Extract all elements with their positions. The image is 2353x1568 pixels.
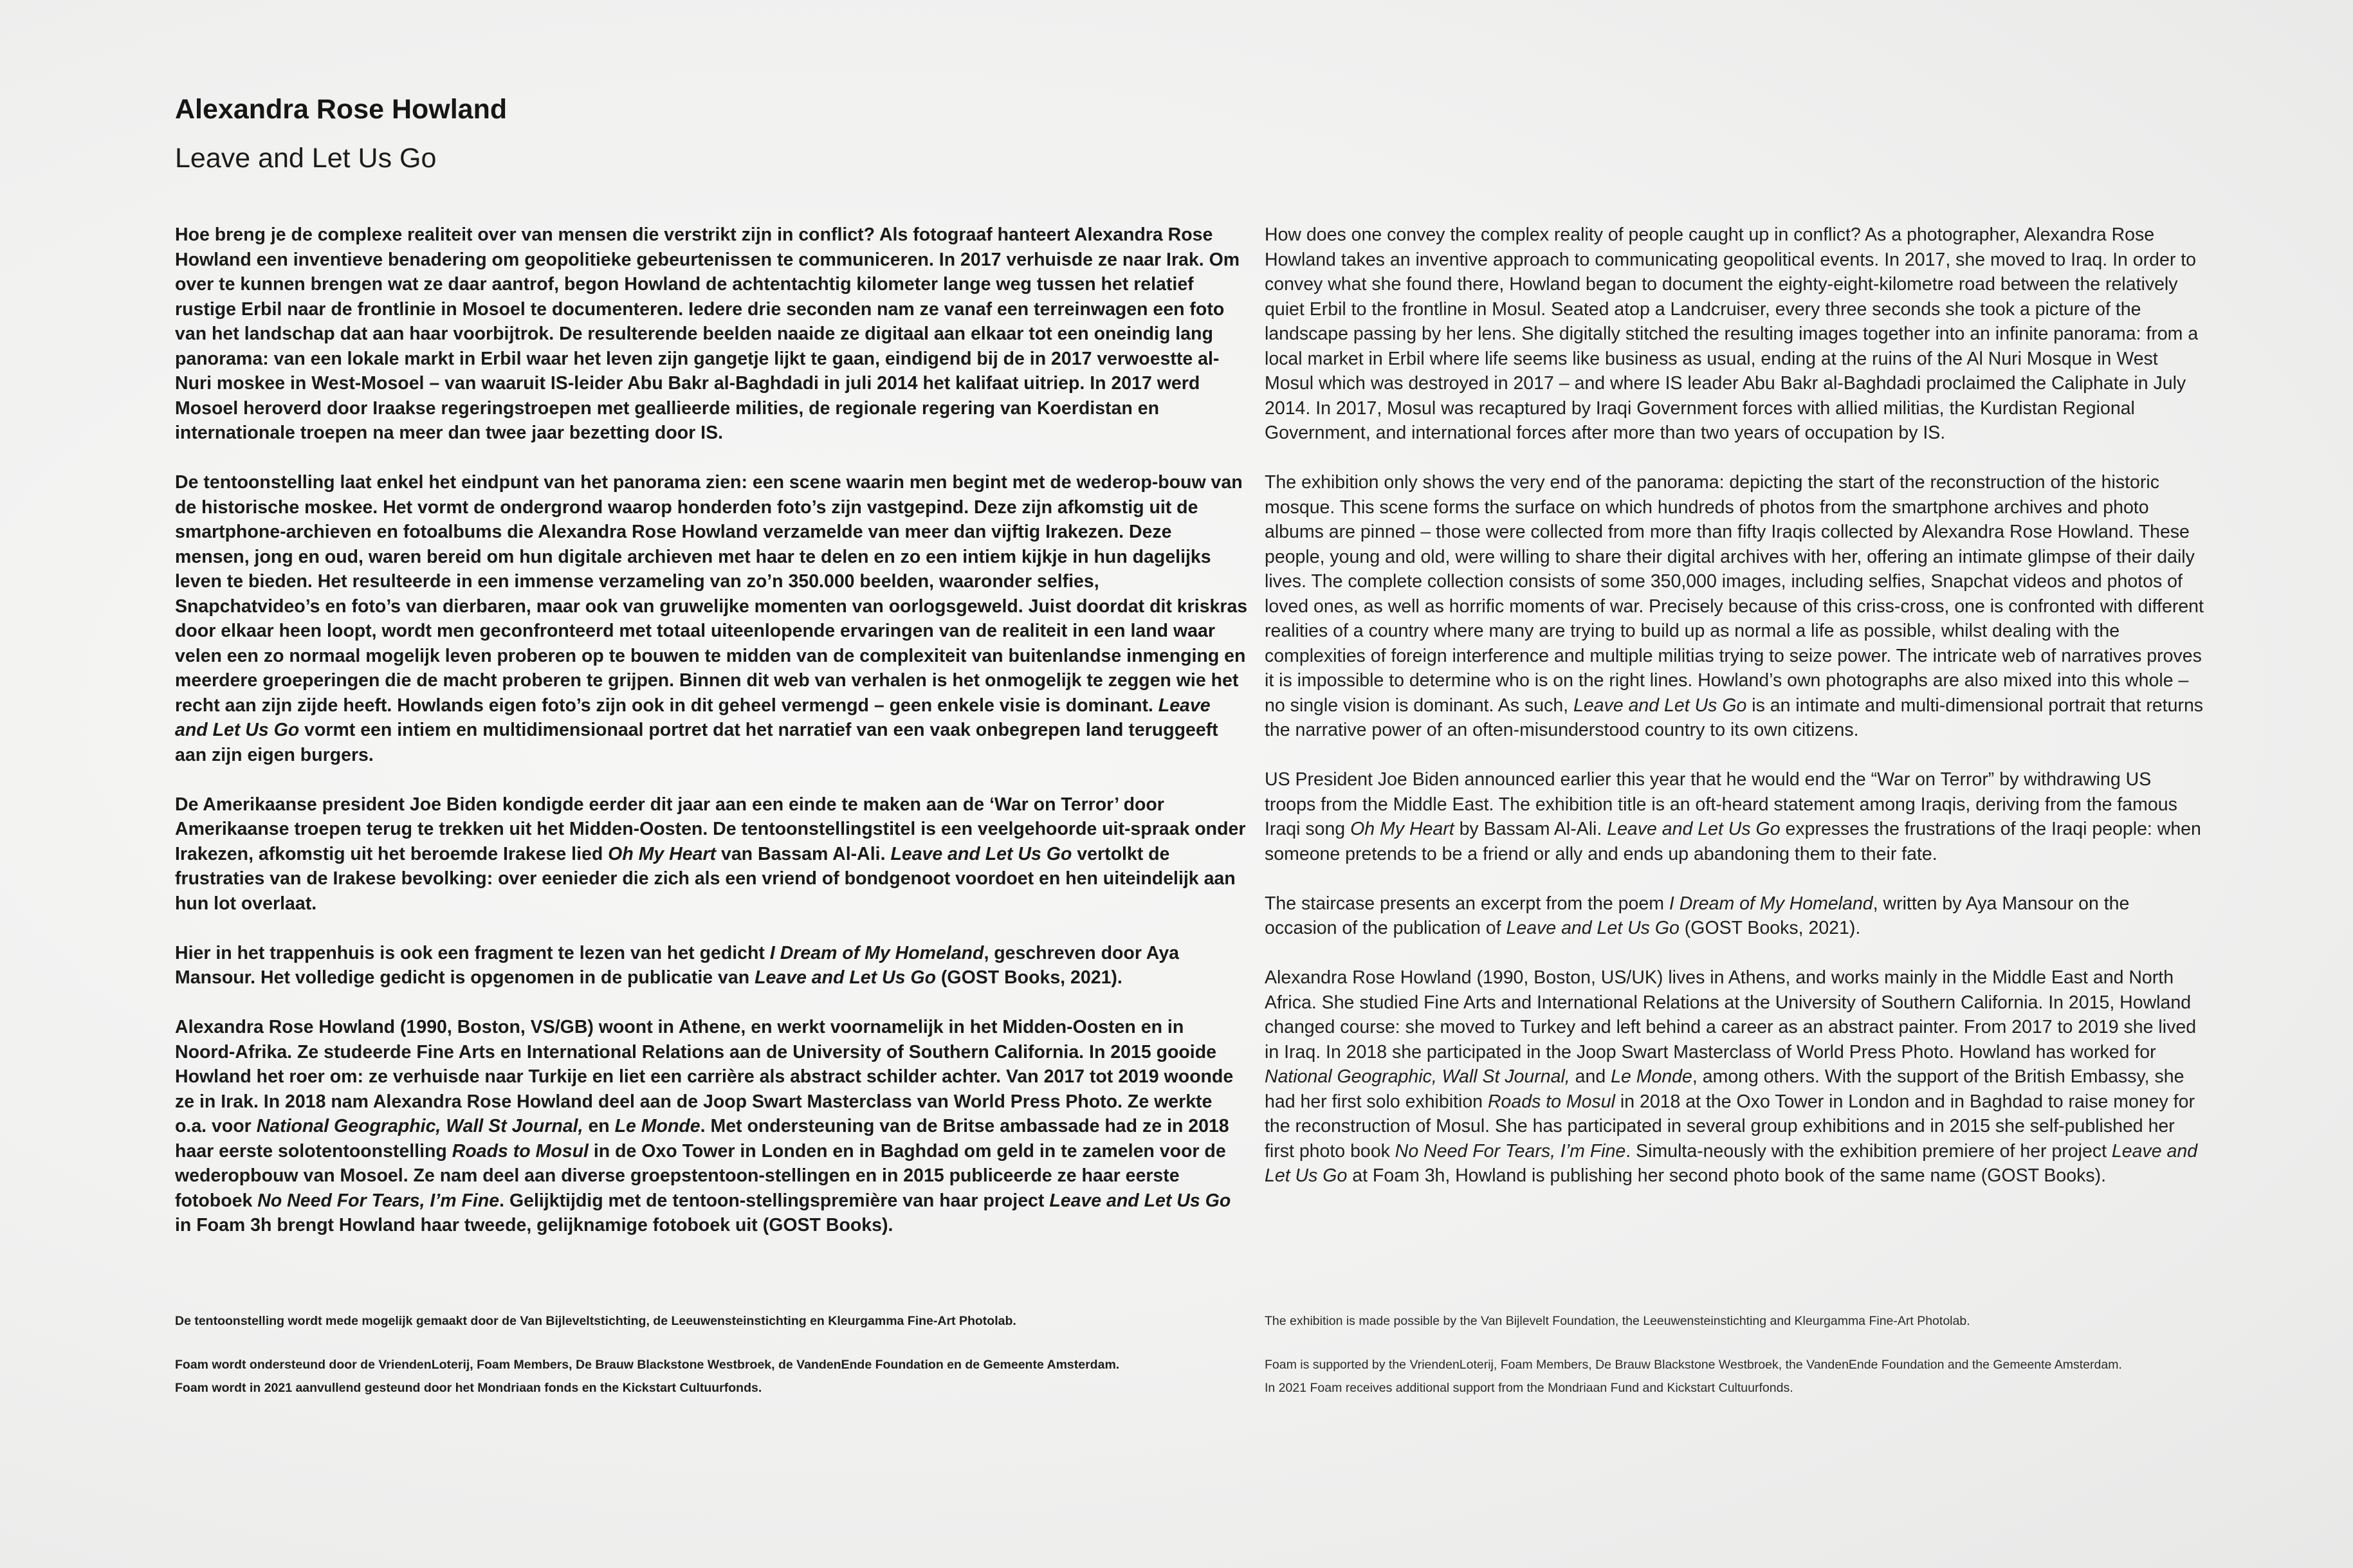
english-text: The exhibition only shows the very end of the panorama: depicting the start of the reconstruction of the historic mosque. This scene forms the surface on which hundreds of photos from the smartphone archives and photo albums are pinned – those were collected from more than fifty Iraqis collected by Alexandra Rose Howland. These people, young and old, were willing to share their digital archives with her, offering an intimate glimpse of their daily lives. The complete collection consists of some 350,000 images, including selfies, Snapchat videos and photos of loved ones, as well as horrific moments of war. Precisely because of this criss-cross, one is confronted with different realities of a country where many are trying to build up as normal a life as possible, whilst dealing with the complexities of foreign interference and multiple militias trying to seize power. The intricate web of narratives proves it is impossible to determine who is on the right lines. Howland’s own photographs are also mixed into this whole – no single vision is dominant. As such, (1265, 472, 2204, 716)
english-text: and (1575, 1066, 1606, 1087)
dutch-text: , geschreven door Aya Mansour. Het volledige gedicht is opgenomen in de publicatie van (175, 942, 1180, 988)
dutch-text: Alexandra Rose Howland (1990, Boston, VS/GB) woont in Athene, en werkt voornamelijk in het Midden-Oosten en in Noord-Afrika. Ze studeerde Fine Arts en International Relations aan de University of Southern California. In 2015 gooide Howland het roer om: ze verhuisde naar Turkije en liet een carrière als abstract schilder achter. Van 2017 tot 2019 woonde ze in Irak. In 2018 nam Alexandra Rose Howland deel aan de Joop Swart Masterclass van World Press Photo. Ze werkte o.a. voor (175, 1017, 1234, 1136)
english-title-ref: Leave and Let Us Go (1607, 819, 1781, 839)
dutch-text: De Amerikaanse president Joe Biden kondigde eerder dit jaar aan een einde te maken aan de ‘War on Terror’ door Amerikaanse troepen terug te trekken uit het Midden-Oosten. De tentoonstellingstitel is een veelgehoorde uit-spraak onder Irakezen, afkomstig uit het beroemde Irakese lied (175, 794, 1246, 864)
english-title-ref: Roads to Mosul (1487, 1091, 1615, 1112)
dutch-text-column (175, 223, 1248, 1238)
dutch-paragraph-biden (175, 792, 1248, 916)
header (175, 90, 507, 178)
english-text: , written by Aya Mansour on the occasion of the publication of (1265, 893, 2130, 938)
dutch-title-ref: Leave and Let Us Go (890, 843, 1072, 864)
dutch-title-ref: Le Monde (614, 1116, 700, 1136)
dutch-text: vormt een intiem en multidimensionaal portret dat het narratief van een vaak onbegrepen land teruggeeft aan zijn eigen burgers. (175, 720, 1218, 765)
english-paragraph-exhibition (1265, 470, 2204, 743)
english-text: is an intimate and multi-dimensional portrait that returns the narrative power of an often-misunderstood country to its own citizens. (1265, 695, 2204, 740)
dutch-text: . Gelijktijdig met de tentoon-stellingspremière van haar project (499, 1190, 1045, 1211)
english-paragraph-poem (1265, 891, 2204, 941)
dutch-text: in Foam 3h brengt Howland haar tweede, gelijknamige fotoboek uit (GOST Books). (175, 1215, 893, 1235)
english-text: Alexandra Rose Howland (1990, Boston, US/UK) lives in Athens, and works mainly in the Middle East and North Africa. She studied Fine Arts and International Relations at the University of Southern California. In 2015, Howland changed course: she moved to Turkey and left behind a career as an abstract painter. From 2017 to 2019 she lived in Iraq. In 2018 she participated in the Joop Swart Masterclass of World Press Photo. Howland has worked for (1265, 967, 2197, 1062)
artist-name: Alexandra Rose Howland (175, 94, 508, 125)
english-text: at Foam 3h, Howland is publishing her second photo book of the same name (GOST Books). (1352, 1165, 2107, 1186)
english-text: expresses the frustrations of the Iraqi people: when someone pretends to be a friend or ally and ends up abandoning them to their fate. (1265, 819, 2201, 864)
dutch-title-ref: Leave and Let Us Go (1049, 1190, 1231, 1211)
dutch-title-ref: Leave and Let Us Go (755, 967, 936, 988)
english-text: in 2018 at the Oxo Tower in London and in Baghdad to raise money for the reconstruction of Mosul. She has participated in several group exhibitions and in 2015 she self-published her first photo book (1265, 1091, 2195, 1162)
dutch-credit-line: De tentoonstelling wordt mede mogelijk gemaakt door de Van Bijleveltstichting, de Leeuwensteinstichting en Kleurgamma Fine-Art Photolab. (175, 1314, 1016, 1328)
dutch-title-ref: Roads to Mosul (452, 1140, 589, 1162)
english-credit-line: The exhibition is made possible by the Van Bijlevelt Foundation, the Leeuwensteinstichting and Kleurgamma Fine-Art Photolab. (1265, 1314, 1970, 1328)
dutch-title-ref: No Need For Tears, I’m Fine (257, 1190, 500, 1211)
dutch-text: . Met ondersteuning van de Britse ambassade had ze in 2018 haar eerste solotentoonstelling (175, 1116, 1229, 1162)
exhibition-title: Leave and Let Us Go (175, 143, 437, 174)
dutch-text: Hier in het trappenhuis is ook een fragment te lezen van het gedicht (175, 942, 765, 963)
english-paragraph-intro: How does one convey the complex reality of people caught up in conflict? As a photographer, Alexandra Rose Howland takes an inventive approach to communicating geopolitical events. In 2017, she moved to Iraq. In order to convey what she found there, Howland began to document the eighty-eight-kilometre road between the relatively quiet Erbil to the frontline in Mosul. Seated atop a Landcruiser, every three seconds she took a picture of the landscape passing by her lens. She digitally stitched the resulting images together into an infinite panorama: from a local market in Erbil where life seems like business as usual, ending at the ruins of the Al Nuri Mosque in West Mosul which was destroyed in 2017 – and where IS leader Abu Bakr al-Baghdadi proclaimed the Caliphate in July 2014. In 2017, Mosul was recaptured by Iraqi Government forces with allied militias, the Kurdistan Regional Government, and international forces after more than two years of occupation by IS. (1265, 224, 2199, 443)
english-credit-line: Foam is supported by the VriendenLoterij, Foam Members, De Brauw Blackstone Westbroek, the VandenEnde Foundation and the Gemeente Amsterdam. (1265, 1358, 2122, 1372)
dutch-paragraph-poem (175, 941, 1248, 990)
dutch-text: van Bassam Al-Ali. (720, 843, 886, 864)
dutch-credit-line: Foam wordt in 2021 aanvullend gesteund door het Mondriaan fonds en the Kickstart Cultuurfonds. (175, 1381, 762, 1395)
dutch-title-ref: Oh My Heart (608, 843, 717, 864)
english-credit-line: In 2021 Foam receives additional support from the Mondriaan Fund and Kickstart Cultuurfonds. (1265, 1381, 1793, 1395)
dutch-paragraph-bio (175, 1015, 1248, 1238)
dutch-paragraph-intro: Hoe breng je de complexe realiteit over van mensen die verstrikt zijn in conflict? Als fotograaf hanteert Alexandra Rose Howland een inventieve benadering om geopolitieke gebeurtenissen te communiceren. In 2017 verhuisde ze naar Irak. Om over te kunnen brengen wat ze daar aantrof, begon Howland de achtentachtig kilometer lange weg tussen het relatief rustige Erbil naar de frontlinie in Mosoel te documenteren. Iedere drie seconden nam ze vanaf een terreinwagen een foto van het landschap dat aan haar voorbijtrok. De resulterende beelden naaide ze digitaal aan elkaar tot een oneindig lang panorama: van een lokale markt in Erbil waar het leven zijn gangetje lijkt te gaan, eindigend bij de in 2017 verwoestte al-Nuri moskee in West-Mosoel – van waaruit IS-leider Abu Bakr al-Baghdadi in juli 2014 het kalifaat uitriep. In 2017 werd Mosoel heroverd door Iraakse regeringstroepen met geallieerde milities, de regionale regering van Koerdistan en internationale troepen na meer dan twee jaar bezetting door IS. (175, 224, 1240, 443)
english-title-ref: Le Monde (1611, 1066, 1692, 1087)
english-text: , among others. With the support of the British Embassy, she had her first solo exhibition (1265, 1066, 2184, 1112)
dutch-text: in de Oxo Tower in Londen en in Baghdad om geld in te zamelen voor de wederopbouw van Mosoel. Ze nam deel aan diverse groepstentoon-stellingen en in 2015 publiceerde ze haar eerste fotoboek (175, 1140, 1226, 1211)
english-text: . Simulta-neously with the exhibition premiere of her project (1625, 1140, 2107, 1162)
dutch-title-ref: Leave and Let Us Go (175, 695, 1211, 740)
english-title-ref: Oh My Heart (1350, 819, 1454, 839)
english-title-ref: No Need For Tears, I’m Fine (1395, 1140, 1626, 1162)
english-text-column (1265, 223, 2204, 1189)
english-text: US President Joe Biden announced earlier this year that he would end the “War on Terror” by withdrawing US troops from the Middle East. The exhibition title is an oft-heard statement among Iraqis, deriving from the famous Iraqi song (1265, 769, 2177, 839)
dutch-title-ref: I Dream of My Homeland (769, 942, 984, 963)
dutch-text: en (588, 1116, 610, 1136)
english-credits (1265, 1309, 2197, 1399)
english-text: by Bassam Al-Ali. (1459, 819, 1602, 839)
english-title-ref: Leave and Let Us Go (1573, 695, 1747, 716)
english-title-ref: I Dream of My Homeland (1669, 893, 1873, 914)
english-title-ref: Leave and Let Us Go (1506, 918, 1680, 938)
dutch-text: De tentoonstelling laat enkel het eindpunt van het panorama zien: een scene waarin men begint met de wederop-bouw van de historische moskee. Het vormt de ondergrond waarop honderden foto’s zijn vastgepind. Deze zijn afkomstig uit de smartphone-archieven en fotoalbums die Alexandra Rose Howland verzamelde van meer dan vijftig Irakezen. Deze mensen, jong en oud, waren bereid om hun digitale archieven met haar te delen en zo een intiem kijkje in hun dagelijks leven te bieden. Het resulteerde in een immense verzameling van zo’n 350.000 beelden, waaronder selfies, Snapchatvideo’s en foto’s van dierbaren, maar ook van gruwelijke momenten van oorlogsgeweld. Juist doordat dit kriskras door elkaar heen loopt, wordt men geconfronteerd met totaal uiteenlopende ervaringen van de realiteit in een land waar velen een zo normaal mogelijk leven proberen op te bouwen te midden van de complexiteit van buitenlandse inmenging en meerdere groeperingen die de macht proberen te grijpen. Binnen dit web van verhalen is het onmogelijk te zeggen wie het recht aan zijn zijde heeft. Howlands eigen foto’s zijn ook in dit geheel vermengd – geen enkele visie is dominant. (175, 472, 1248, 716)
english-text: (GOST Books, 2021). (1684, 918, 1861, 938)
english-paragraph-bio (1265, 965, 2204, 1189)
dutch-paragraph-exhibition (175, 470, 1248, 767)
dutch-text: vertolkt de frustraties van de Irakese bevolking: over eenieder die zich als een vriend of bondgenoot voordoet en hen uiteindelijk aan hun lot overlaat. (175, 843, 1236, 914)
english-title-ref: Leave and Let Us Go (1265, 1140, 2198, 1186)
dutch-credits (175, 1309, 1204, 1399)
english-text: The staircase presents an excerpt from the poem (1265, 893, 1664, 914)
dutch-credit-line: Foam wordt ondersteund door de VriendenLoterij, Foam Members, De Brauw Blackstone Westbroek, de VandenEnde Foundation en de Gemeente Amsterdam. (175, 1358, 1120, 1372)
dutch-title-ref: National Geographic, Wall St Journal, (256, 1116, 583, 1136)
english-paragraph-biden (1265, 767, 2204, 866)
english-title-ref: National Geographic, Wall St Journal, (1265, 1066, 1570, 1087)
dutch-text: (GOST Books, 2021). (940, 967, 1122, 988)
